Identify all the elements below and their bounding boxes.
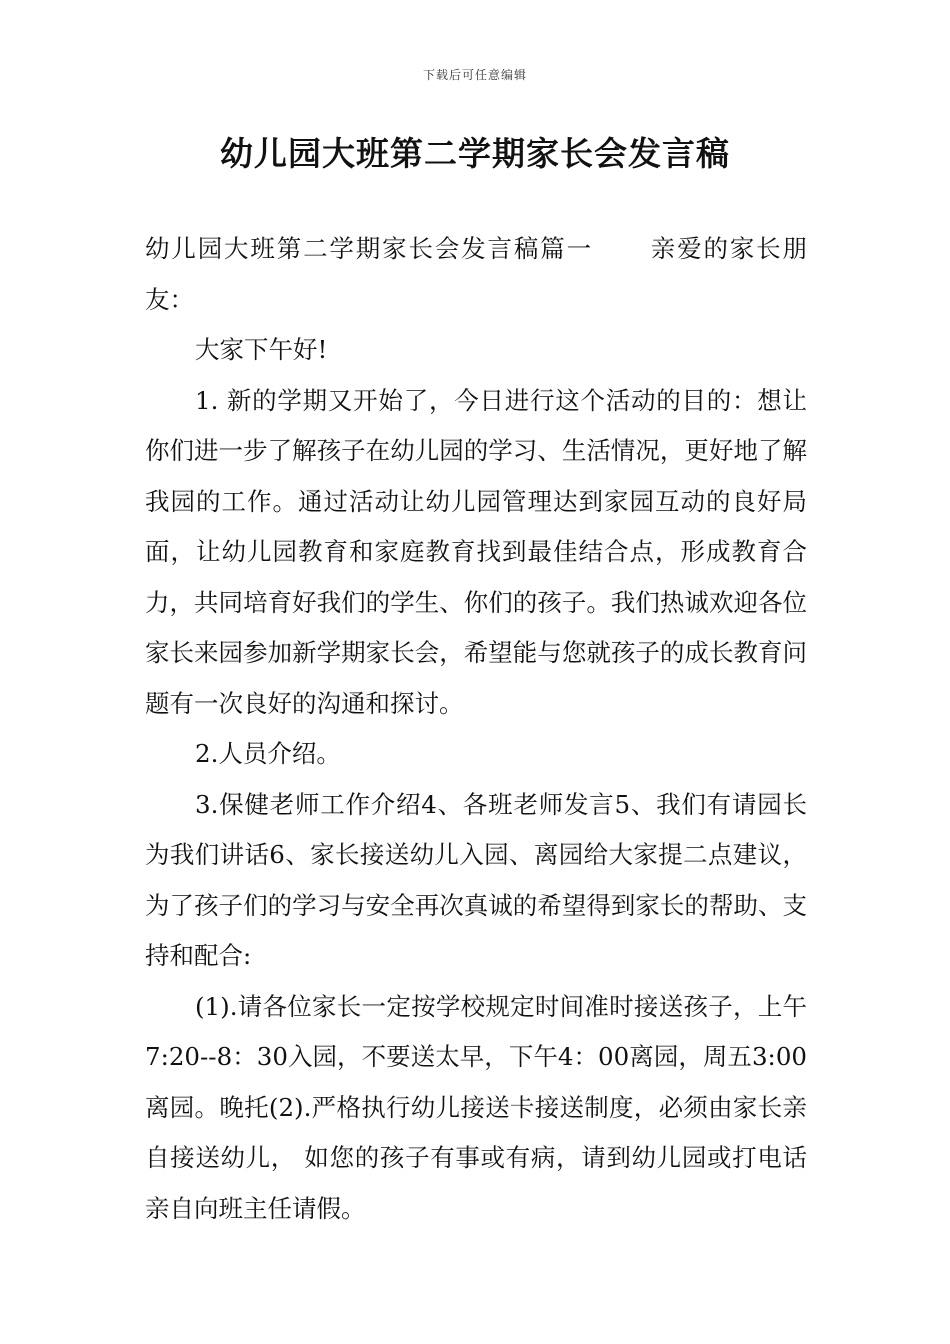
document-title: 幼儿园大班第二学期家长会发言稿	[220, 134, 730, 173]
paragraph-staff-introduction: 2.人员介绍。	[195, 739, 341, 768]
document-body	[145, 224, 807, 1234]
section-heading: 幼儿园大班第二学期家长会发言稿篇一	[145, 234, 593, 263]
paragraph-agenda: 3.保健老师工作介绍4、各班老师发言5、我们有请园长为我们讲话6、家长接送幼儿入园、离园给大家提二点建议，为了孩子们的学习与安全再次真诚的希望得到家长的帮助、支持和配合:	[145, 789, 807, 970]
salutation: 亲爱的家长朋友：	[145, 234, 808, 314]
header-note: 下载后可任意编辑	[422, 68, 527, 82]
paragraph-pickup-rules: (1).请各位家长一定按学校规定时间准时接送孩子，上午7:20--8：30入园，不要送太早，下午4：00离园，周五3:00离园。晚托(2).严格执行幼儿接送卡接送制度，必须由家长亲自接送幼儿， 如您的孩子有事或有病，请到幼儿园或打电话亲自向班主任请假。	[145, 991, 807, 1223]
opening-line	[145, 224, 807, 325]
paragraph-purpose: 1. 新的学期又开始了，今日进行这个活动的目的：想让你们进一步了解孩子在幼儿园的学习、生活情况，更好地了解我园的工作。通过活动让幼儿园管理达到家园互动的良好局面，让幼儿园教育和家庭教育找到最佳结合点，形成教育合力，共同培育好我们的学生、你们的孩子。我们热诚欢迎各位家长来园参加新学期家长会，希望能与您就孩子的成长教育问题有一次良好的沟通和探讨。	[145, 385, 807, 718]
greeting-paragraph: 大家下午好!	[195, 335, 328, 364]
